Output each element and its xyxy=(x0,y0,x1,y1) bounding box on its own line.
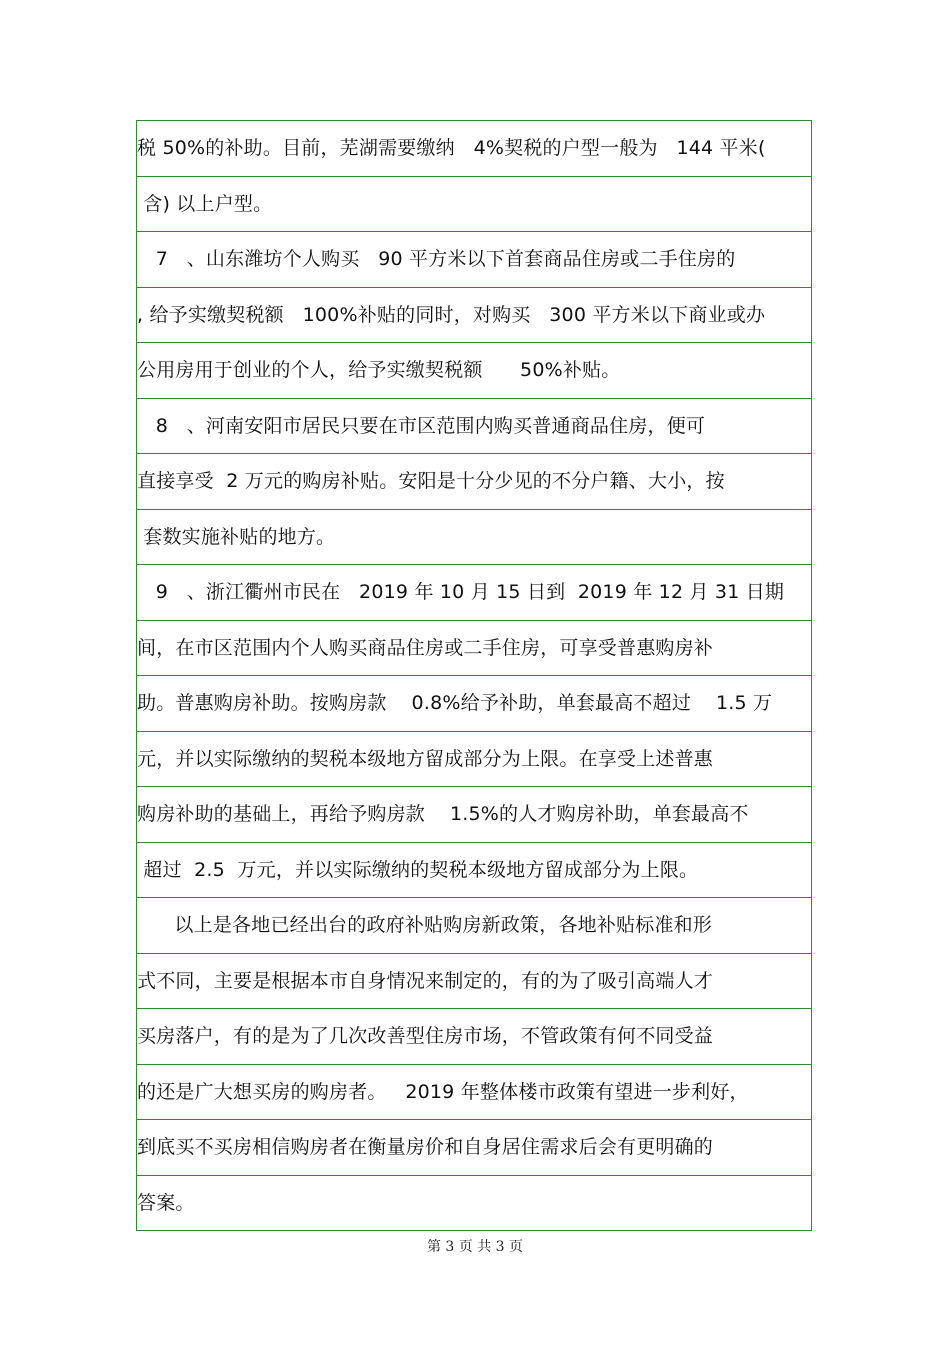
text-line-18: 的还是广大想买房的购房者。 2019 年整体楼市政策有望进一步利好， xyxy=(137,1065,811,1121)
document-text-box xyxy=(136,120,812,1231)
text-line-7: 直接享受 2 万元的购房补贴。安阳是十分少见的不分户籍、大小，按 xyxy=(137,454,811,510)
text-line-5: 公用房用于创业的个人，给予实缴契税额 50%补贴。 xyxy=(137,343,811,399)
text-line-15: 以上是各地已经出台的政府补贴购房新政策，各地补贴标准和形 xyxy=(137,898,811,954)
text-line-9: 9 、浙江衢州市民在 2019 年 10 月 15 日到 2019 年 12 月 31 日期 xyxy=(137,565,811,621)
text-line-4: , 给予实缴契税额 100%补贴的同时，对购买 300 平方米以下商业或办 xyxy=(137,288,811,344)
page-number-footer: 第 3 页 共 3 页 xyxy=(426,1239,524,1255)
text-line-2: 含) 以上户型。 xyxy=(137,177,811,233)
text-line-8: 套数实施补贴的地方。 xyxy=(137,510,811,566)
text-line-11: 助。普惠购房补助。按购房款 0.8%给予补助，单套最高不超过 1.5 万 xyxy=(137,676,811,732)
text-line-12: 元，并以实际缴纳的契税本级地方留成部分为上限。在享受上述普惠 xyxy=(137,732,811,788)
text-line-19: 到底买不买房相信购房者在衡量房价和自身居住需求后会有更明确的 xyxy=(137,1120,811,1176)
text-line-13: 购房补助的基础上，再给予购房款 1.5%的人才购房补助，单套最高不 xyxy=(137,787,811,843)
text-line-14: 超过 2.5 万元，并以实际缴纳的契税本级地方留成部分为上限。 xyxy=(137,843,811,899)
text-line-3: 7 、山东潍坊个人购买 90 平方米以下首套商品住房或二手住房的 xyxy=(137,232,811,288)
text-line-16: 式不同，主要是根据本市自身情况来制定的，有的为了吸引高端人才 xyxy=(137,954,811,1010)
text-line-1: 税 50%的补助。目前，芜湖需要缴纳 4%契税的户型一般为 144 平米( xyxy=(137,121,811,177)
text-line-10: 间，在市区范围内个人购买商品住房或二手住房，可享受普惠购房补 xyxy=(137,621,811,677)
text-line-20: 答案。 xyxy=(137,1191,195,1214)
text-line-6: 8 、河南安阳市居民只要在市区范围内购买普通商品住房，便可 xyxy=(137,399,811,455)
text-line-17: 买房落户，有的是为了几次改善型住房市场，不管政策有何不同受益 xyxy=(137,1009,811,1065)
